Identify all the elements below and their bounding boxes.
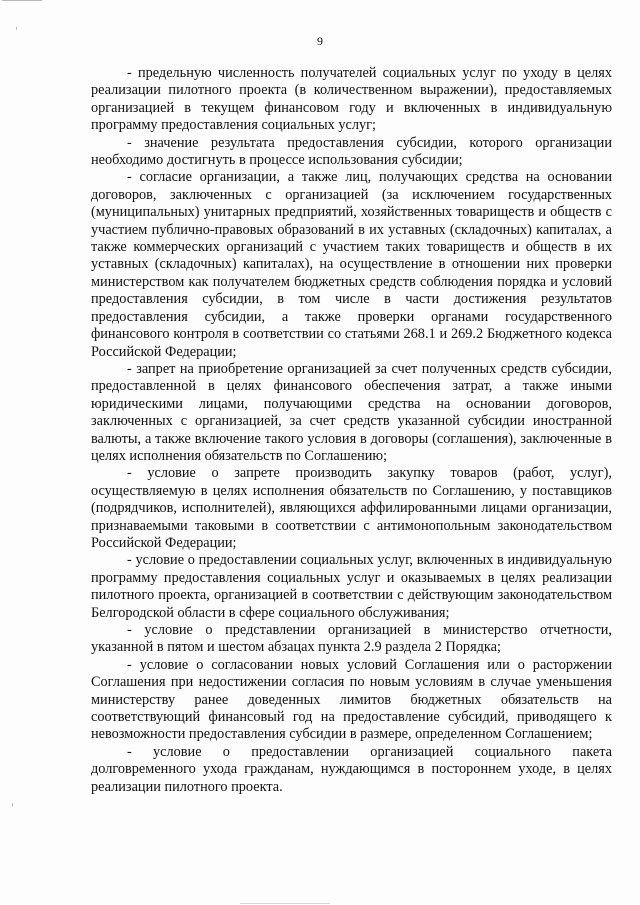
scan-artifact bbox=[16, 27, 17, 30]
list-item: - согласие организации, а также лиц, получающих средства на основании договоров, заключенных с организацией (за исключением государственных (муниципальных) унитарных предприятий, хозяйственных товариществ и обществ с участием публично-правовых образований в их уставных (складочных) капиталах, а также коммерческих организаций с участием таких товариществ и обществ в их уставных (складочных) капиталах), на осуществление в отношении них проверки министерством как получателем бюджетных средств соблюдения порядка и условий предоставления субсидии, в том числе в части достижения результатов предоставления субсидии, а также проверки органами государственного финансового контроля в соответствии со статьями 268.1 и 269.2 Бюджетного кодекса Российской Федерации; bbox=[91, 169, 612, 360]
list-item: - значение результата предоставления субсидии, которого организации необходимо достигнуть в процессе использования субсидии; bbox=[91, 134, 612, 169]
list-item: - условие о предоставлении социальных услуг, включенных в индивидуальную программу предоставления социальных услуг и оказываемых в целях реализации пилотного проекта, организацией в соответствии с действующим законодательством Белгородской области в сфере социального обслуживания; bbox=[91, 552, 612, 621]
list-item: - условие о согласовании новых условий Соглашения или о расторжении Соглашения при недостижении согласия по новым условиям в случае уменьшения министерству ранее доведенных лимитов бюджетных обязательств на соответствующий финансовый год на предоставление субсидий, приводящего к невозможности предоставления субсидии в размере, определенном Соглашением; bbox=[91, 656, 612, 743]
list-item: - запрет на приобретение организацией за счет полученных средств субсидии, предоставленной в целях финансового обеспечения затрат, а также иными юридическими лицами, получающими средства на основании договоров, заключенных с организацией, за счет средств указанной субсидии иностранной валюты, а также включение такого условия в договоры (соглашения), заключенные в целях исполнения обязательств по Соглашению; bbox=[91, 360, 612, 464]
document-body bbox=[91, 65, 612, 796]
list-item: - предельную численность получателей социальных услуг по уходу в целях реализации пилотного проекта (в количественном выражении), предоставляемых организацией в текущем финансовом году и включенных в индивидуальную программу предоставления социальных услуг; bbox=[91, 65, 612, 134]
page-number: 9 bbox=[317, 34, 323, 48]
scan-artifact bbox=[240, 903, 330, 904]
list-item: - условие о запрете производить закупку товаров (работ, услуг), осуществляемую в целях исполнения обязательств по Соглашению, у поставщиков (подрядчиков, исполнителей), являющихся аффилированными лицами организации, признаваемыми таковыми в соответствии с антимонопольным законодательством Российской Федерации; bbox=[91, 465, 612, 551]
scan-artifact bbox=[12, 803, 13, 806]
list-item: - условие о предоставлении организацией социального пакета долговременного ухода гражданам, нуждающимся в постороннем уходе, в целях реализации пилотного проекта. bbox=[91, 743, 612, 795]
scan-artifact bbox=[2, 0, 42, 1]
list-item: - условие о представлении организацией в министерство отчетности, указанной в пятом и шестом абзацах пункта 2.9 раздела 2 Порядка; bbox=[91, 622, 612, 656]
